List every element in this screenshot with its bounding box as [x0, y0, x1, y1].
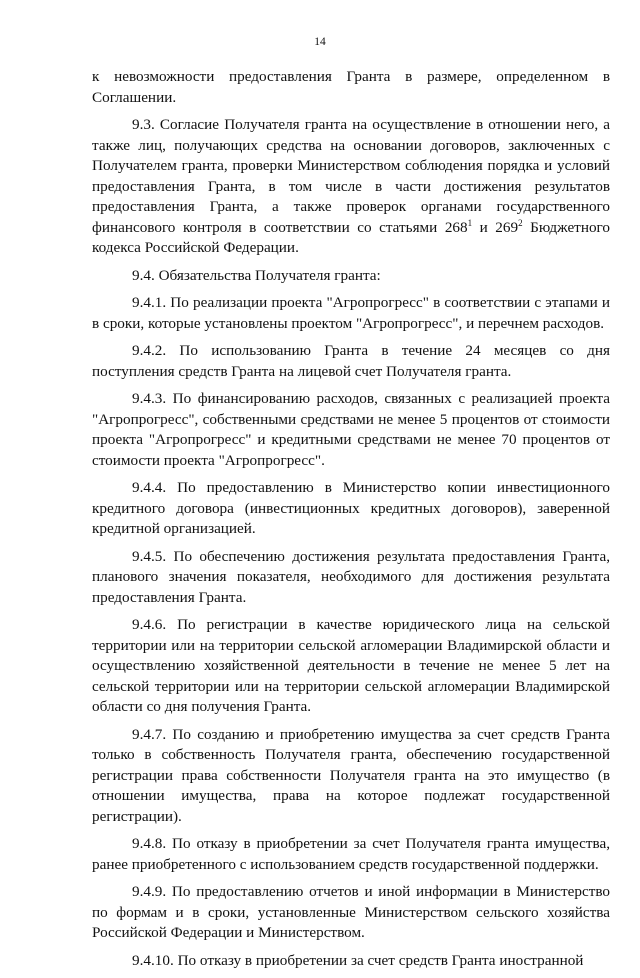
paragraph-9-3-text: 9.3. Согласие Получателя гранта на осуществление в отношении него, а также лиц, получающих средства на основании договоров, заключенных с Получателем гранта, проверки Министерством соблюдения порядка и условий предоставления Гранта, в том числе в части достижения результатов предоставления Гранта, а также проверок органами государственного финансового контроля в соответствии со статьями 268 [92, 116, 610, 236]
paragraph-9-3-text-end: Бюджетного кодекса Российской Федерации. [92, 218, 610, 256]
paragraph-9-4-2: 9.4.2. По использованию Гранта в течение 24 месяцев со дня поступления средств Гранта на лицевой счет Получателя гранта. [92, 342, 610, 380]
superscript-1: 1 [467, 217, 473, 228]
paragraph-9-3-text-middle: и 269 [472, 218, 519, 236]
paragraph-9-4-3: 9.4.3. По финансированию расходов, связанных с реализацией проекта "Агропрогресс", собственными средствами не менее 5 процентов от стоимости проекта "Агропрогресс" и кредитными средствами не менее 70 процентов от стоимости проекта "Агропрогресс". [92, 390, 610, 469]
document-body [92, 67, 610, 978]
paragraph-9-4-10: 9.4.10. По отказу в приобретении за счет средств Гранта иностранной [132, 951, 584, 969]
paragraph-9-4-9: 9.4.9. По предоставлению отчетов и иной информации в Министерство по формам и в сроки, установленные Министерством сельского хозяйства Российской Федерации и Министерством. [92, 883, 610, 941]
paragraph-9-4-8: 9.4.8. По отказу в приобретении за счет Получателя гранта имущества, ранее приобретенного с использованием средств государственной поддержки. [92, 835, 610, 873]
paragraph-9-4-6: 9.4.6. По регистрации в качестве юридического лица на сельской территории или на территории сельской агломерации Владимирской области и осуществлению хозяйственной деятельности в течение не менее 5 лет на сельской территории или на территории сельской агломерации Владимирской области со дня получения Гранта. [92, 616, 610, 715]
paragraph-9-3 [92, 115, 610, 259]
paragraph-9-4-5: 9.4.5. По обеспечению достижения результата предоставления Гранта, планового значения показателя, необходимого для достижения результата предоставления Гранта. [92, 547, 610, 606]
page-number: 14 [314, 36, 326, 48]
paragraph-9-4-7: 9.4.7. По созданию и приобретению имущества за счет средств Гранта только в собственность Получателя гранта, обеспечению государственной регистрации права собственности Получателя гранта на это имущество (в отношении имущества, права на которое подлежат государственной регистрации). [92, 725, 610, 825]
paragraph-9-4-1: 9.4.1. По реализации проекта "Агропрогресс" в соответствии с этапами и в сроки, которые установлены проектом "Агропрогресс", и перечнем расходов. [92, 294, 610, 332]
superscript-2: 2 [518, 217, 523, 228]
paragraph-continuation: к невозможности предоставления Гранта в размере, определенном в Соглашении. [92, 68, 610, 106]
paragraph-9-4-heading: 9.4. Обязательства Получателя гранта: [132, 266, 381, 284]
paragraph-9-4-4: 9.4.4. По предоставлению в Министерство копии инвестиционного кредитного договора (инвестиционных кредитных договоров), заверенной кредитной организацией. [92, 479, 610, 537]
